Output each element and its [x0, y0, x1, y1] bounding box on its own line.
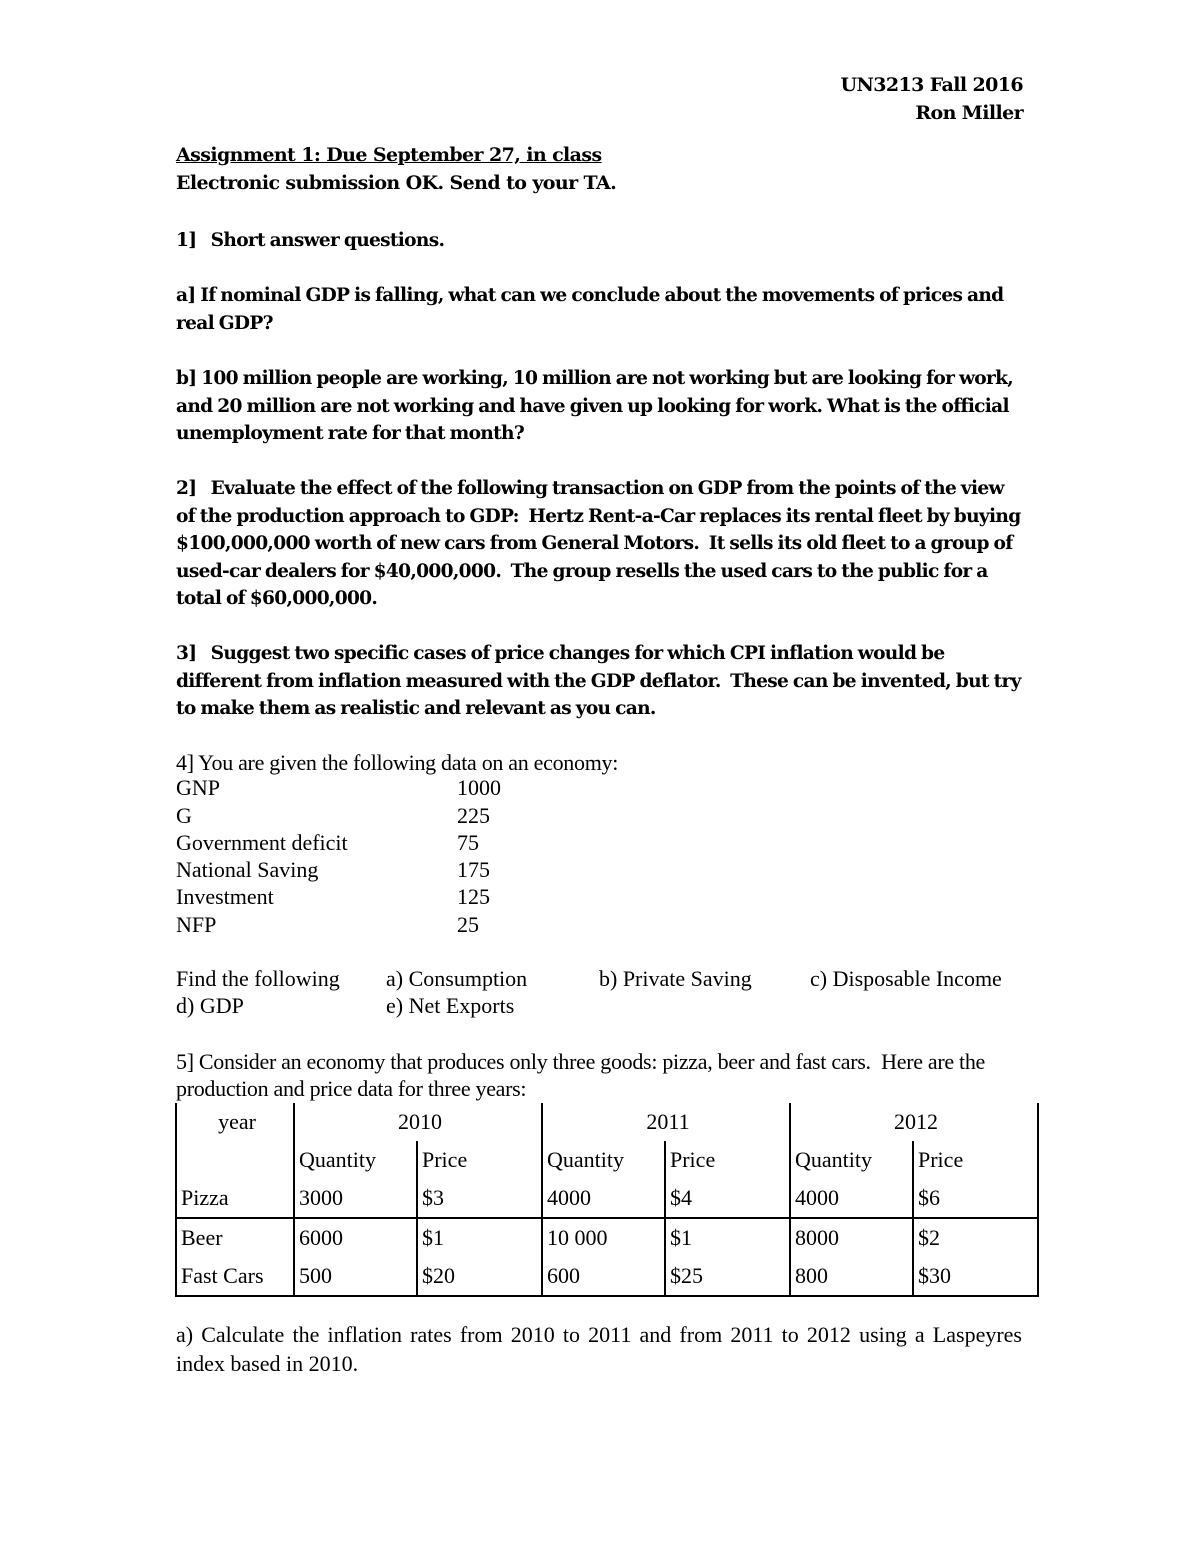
data-value: 175: [457, 857, 490, 882]
good-cell: Fast Cars: [176, 1257, 294, 1296]
quantity-header: Quantity: [790, 1141, 913, 1179]
table-cell: 4000: [542, 1179, 665, 1218]
data-value: 225: [457, 803, 490, 828]
table-cell: 800: [790, 1257, 913, 1296]
table-cell: $1: [417, 1218, 542, 1257]
table-cell: $4: [665, 1179, 790, 1218]
table-cell: $30: [913, 1257, 1038, 1296]
table-cell: 8000: [790, 1218, 913, 1257]
find-item-a: a) Consumption: [386, 966, 528, 991]
year-2011-header: 2011: [542, 1103, 790, 1141]
table-row: [176, 1179, 1038, 1218]
year-2010-header: 2010: [294, 1103, 542, 1141]
table-cell: 6000: [294, 1218, 417, 1257]
assignment-title: Assignment 1: Due September 27, in class: [176, 144, 602, 166]
table-cell: 10 000: [542, 1218, 665, 1257]
table-row: [176, 1103, 1038, 1141]
question-5a: a) Calculate the inflation rates from 2010 to 2011 and from 2011 to 2012 using a Laspeyres index based in 2010.: [176, 1322, 1022, 1376]
table-cell: $1: [665, 1218, 790, 1257]
table-cell: $3: [417, 1179, 542, 1218]
find-item-c: c) Disposable Income: [810, 966, 1002, 991]
good-cell: Beer: [176, 1218, 294, 1257]
find-lead: Find the following: [176, 966, 340, 991]
quantity-header: Quantity: [542, 1141, 665, 1179]
table-cell: $2: [913, 1218, 1038, 1257]
data-label: GNP: [176, 775, 221, 800]
question-1b: b] 100 million people are working, 10 million are not working but are looking for work, and 20 million are not working and have given up looking for work. What is the official unemployment rate for that month?: [176, 368, 1014, 444]
data-label: Government deficit: [176, 830, 348, 855]
course-header: UN3213 Fall 2016: [840, 74, 1023, 96]
data-value: 1000: [457, 775, 501, 800]
data-value: 75: [457, 830, 479, 855]
empty-cell: [176, 1141, 294, 1179]
production-price-table: [175, 1103, 1039, 1297]
table-row: [176, 1141, 1038, 1179]
data-value: 125: [457, 884, 490, 909]
question-1a: a] If nominal GDP is falling, what can we conclude about the movements of prices and real GDP?: [176, 285, 1004, 334]
data-label: G: [176, 803, 192, 828]
table-cell: 3000: [294, 1179, 417, 1218]
year-2012-header: 2012: [790, 1103, 1038, 1141]
question-1-heading: 1] Short answer questions.: [176, 230, 445, 251]
find-item-b: b) Private Saving: [599, 966, 752, 991]
data-label: NFP: [176, 912, 217, 937]
table-row: [176, 1218, 1038, 1257]
table-cell: 500: [294, 1257, 417, 1296]
table-cell: 4000: [790, 1179, 913, 1218]
table-cell: 600: [542, 1257, 665, 1296]
find-item-d: d) GDP: [176, 993, 244, 1018]
question-3: 3] Suggest two specific cases of price changes for which CPI inflation would be different from inflation measured with the GDP deflator. These can be invented, but try to make them as realistic and relevant as you can.: [176, 643, 1026, 719]
instructor-name: Ron Miller: [915, 102, 1023, 124]
table-row: [176, 1257, 1038, 1296]
find-item-e: e) Net Exports: [386, 993, 515, 1018]
data-label: National Saving: [176, 857, 319, 882]
data-label: Investment: [176, 884, 274, 909]
quantity-header: Quantity: [294, 1141, 417, 1179]
price-header: Price: [417, 1141, 542, 1179]
price-header: Price: [665, 1141, 790, 1179]
submission-note: Electronic submission OK. Send to your TA.: [176, 172, 617, 194]
question-5-intro: 5] Consider an economy that produces only three goods: pizza, beer and fast cars. Here are the production and price data for three years:: [176, 1049, 991, 1101]
data-value: 25: [457, 912, 479, 937]
price-header: Price: [913, 1141, 1038, 1179]
year-header: year: [176, 1103, 294, 1141]
table-cell: $20: [417, 1257, 542, 1296]
question-4-intro: 4] You are given the following data on an economy:: [176, 750, 619, 775]
table-cell: $6: [913, 1179, 1038, 1218]
good-cell: Pizza: [176, 1179, 294, 1218]
table-cell: $25: [665, 1257, 790, 1296]
question-2: 2] Evaluate the effect of the following transaction on GDP from the points of the view of the production approach to GDP: Hertz Rent-a-Car replaces its rental fleet by buying $100,000,000 worth of new cars from General Motors. It sells its old fleet to a group of used-car dealers for $40,000,000. The group resells the used cars to the public for a total of $60,000,000.: [176, 478, 1026, 609]
